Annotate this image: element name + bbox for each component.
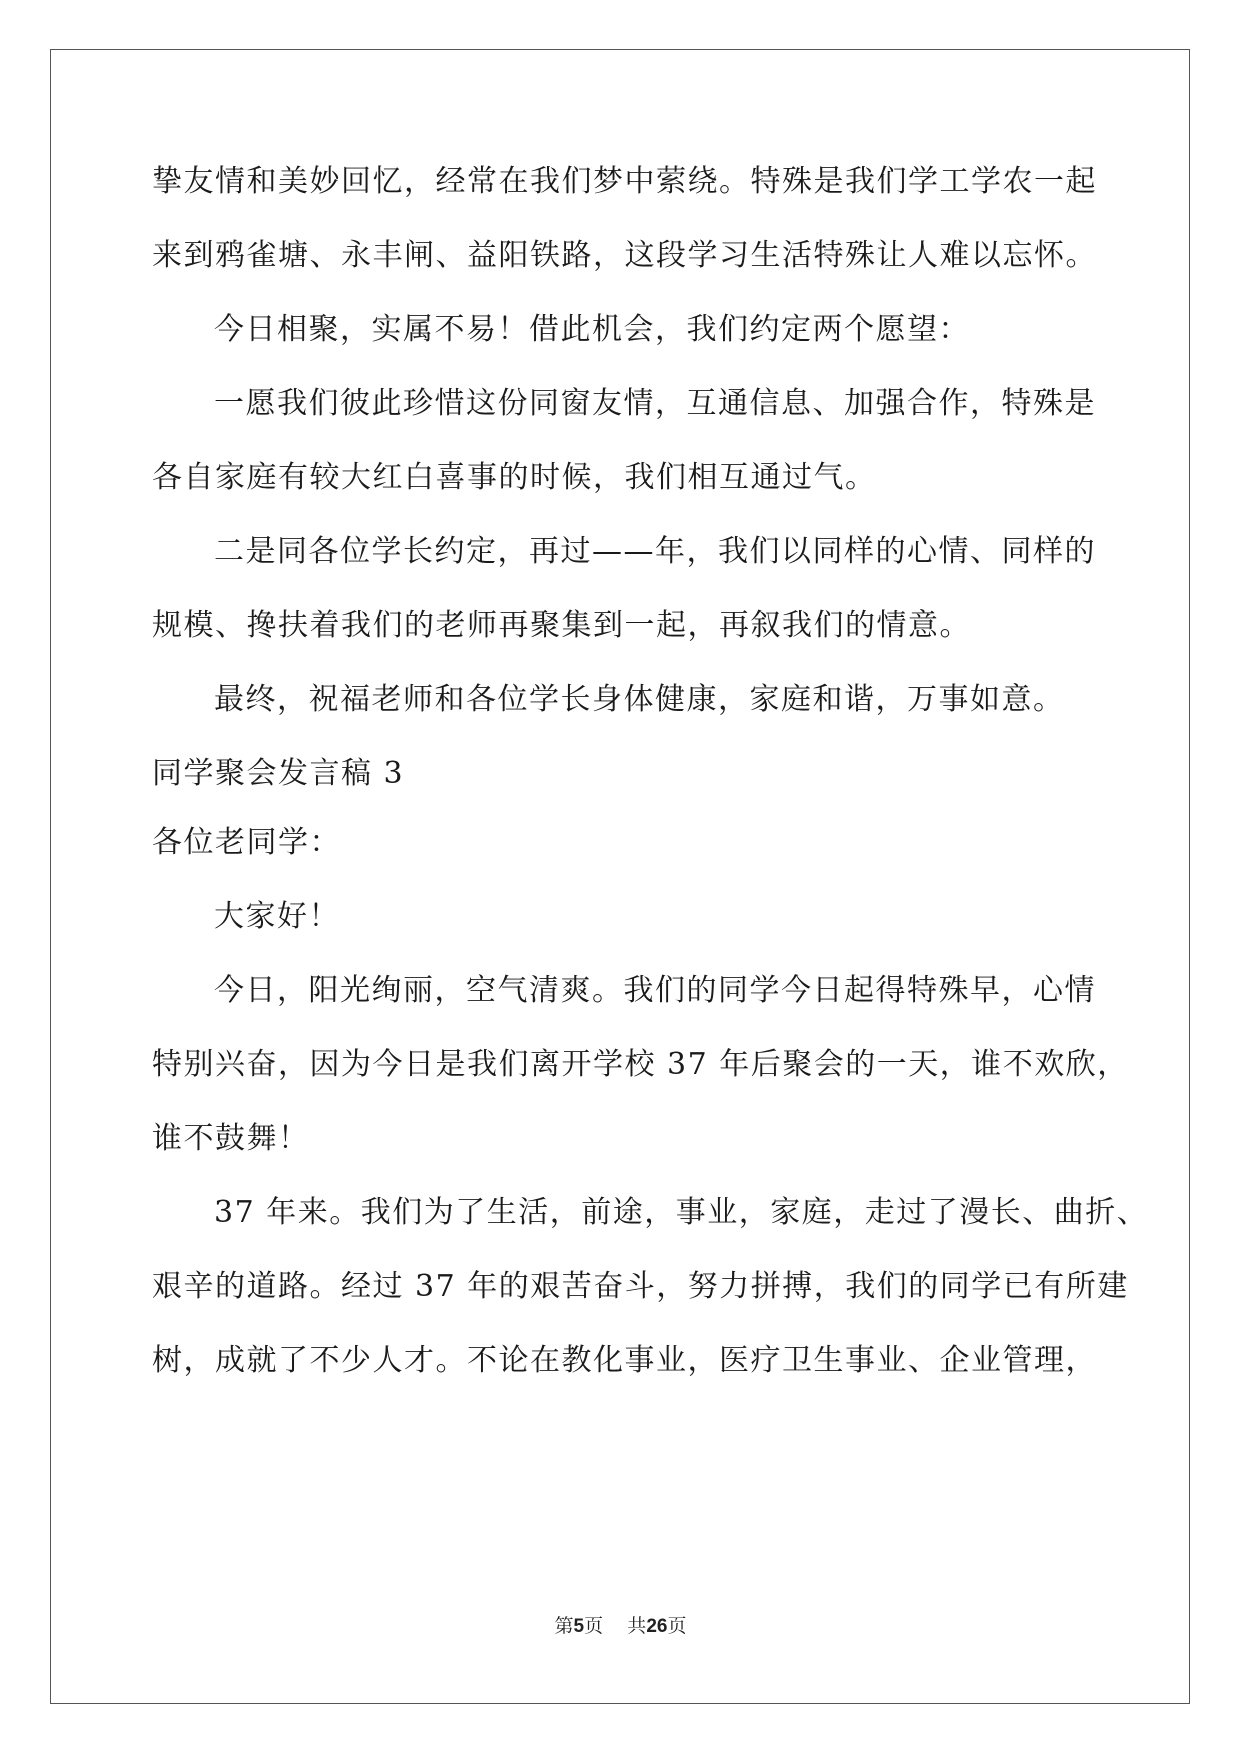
- page-footer: [0, 1611, 1241, 1638]
- paragraph-line: 二是同各位学长约定，再过——年，我们以同样的心情、同样的: [214, 534, 1096, 569]
- page-border: [50, 49, 1190, 1704]
- salutation: 各位老同学：: [152, 825, 341, 860]
- text-line: 艰辛的道路。经过 37 年的艰苦奋斗，努力拼搏，我们的同学已有所建: [152, 1269, 1129, 1304]
- footer-prefix: 第: [554, 1615, 574, 1637]
- paragraph-line: 今日相聚，实属不易！借此机会，我们约定两个愿望：: [214, 312, 970, 347]
- current-page-number: 5: [573, 1616, 585, 1637]
- text-line: 特别兴奋，因为今日是我们离开学校 37 年后聚会的一天，谁不欢欣，: [152, 1047, 1129, 1082]
- text-line: 来到鸦雀塘、永丰闸、益阳铁路，这段学习生活特殊让人难以忘怀。: [152, 238, 1097, 273]
- text-line: 各自家庭有较大红白喜事的时候，我们相互通过气。: [152, 460, 877, 495]
- greeting: 大家好！: [214, 899, 340, 934]
- text-line: 谁不鼓舞！: [152, 1121, 310, 1156]
- footer-page-suffix: 页: [584, 1615, 604, 1637]
- paragraph-line: 今日，阳光绚丽，空气清爽。我们的同学今日起得特殊早，心情: [214, 973, 1096, 1008]
- paragraph-line: 一愿我们彼此珍惜这份同窗友情，互通信息、加强合作，特殊是: [214, 386, 1096, 421]
- text-line: 规模、搀扶着我们的老师再聚集到一起，再叙我们的情意。: [152, 608, 971, 643]
- text-line: 树，成就了不少人才。不论在教化事业，医疗卫生事业、企业管理，: [152, 1343, 1097, 1378]
- paragraph-line: 最终，祝福老师和各位学长身体健康，家庭和谐，万事如意。: [214, 682, 1065, 717]
- footer-total-prefix: 共: [627, 1615, 647, 1637]
- section-heading: 同学聚会发言稿 3: [152, 756, 405, 791]
- footer-total-suffix: 页: [667, 1615, 687, 1637]
- text-line: 挚友情和美妙回忆，经常在我们梦中萦绕。特殊是我们学工学农一起: [152, 164, 1097, 199]
- paragraph-line: 37 年来。我们为了生活，前途，事业，家庭，走过了漫长、曲折、: [214, 1195, 1149, 1230]
- total-page-count: 26: [646, 1616, 668, 1637]
